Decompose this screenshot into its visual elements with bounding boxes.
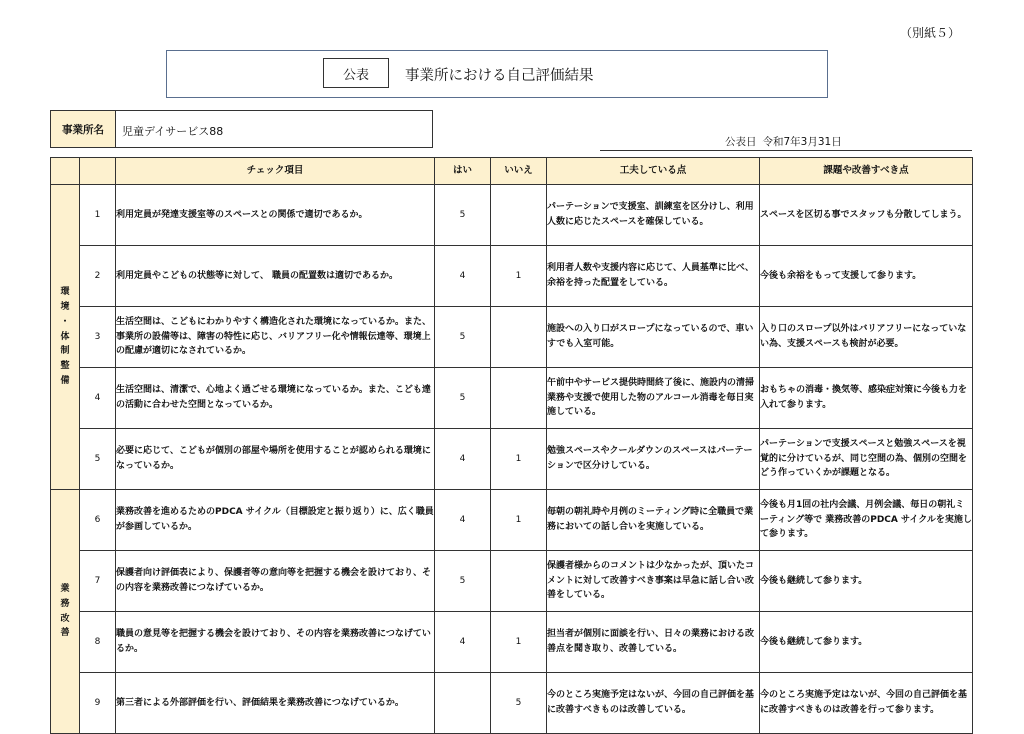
header-number: [80, 158, 116, 185]
no-count: [491, 307, 547, 368]
issue-text: 今後も継続して参ります。: [760, 551, 973, 612]
yes-count: 5: [435, 185, 491, 246]
no-count: [491, 185, 547, 246]
category-business-improvement: [51, 490, 80, 734]
no-count: 1: [491, 490, 547, 551]
header-issue: 課題や改善すべき点: [760, 158, 973, 185]
yes-count: 4: [435, 490, 491, 551]
yes-count: 5: [435, 551, 491, 612]
check-item: 必要に応じて、こどもが個別の部屋や場所を使用することが認められる環境になっているか。: [116, 429, 435, 490]
row-number: 6: [80, 490, 116, 551]
effort-text: 施設への入り口がスロープになっているので、車いすでも入室可能。: [547, 307, 760, 368]
header-no: いいえ: [491, 158, 547, 185]
issue-text: おもちゃの消毒・換気等、感染症対策に今後も力を入れて参ります。: [760, 368, 973, 429]
issue-text: 今のところ実施予定はないが、今回の自己評価を基に改善すべきものは改善を行って参ります。: [760, 673, 973, 734]
yes-count: 5: [435, 307, 491, 368]
yes-count: 4: [435, 246, 491, 307]
table-row: [51, 673, 973, 734]
check-item: 職員の意見等を把握する機会を設けており、その内容を業務改善につなげているか。: [116, 612, 435, 673]
category-char: 体: [60, 331, 70, 342]
check-item: 生活空間は、こどもにわかりやすく構造化された環境になっているか。また、事業所の設備等は、障害の特性に応じ、バリアフリー化や情報伝達等、環境上の配慮が適切になされているか。: [116, 307, 435, 368]
check-item: 利用定員やこどもの状態等に対して、 職員の配置数は適切であるか。: [116, 246, 435, 307]
table-row: [51, 429, 973, 490]
no-count: [491, 368, 547, 429]
no-count: 1: [491, 246, 547, 307]
page-title: 事業所における自己評価結果: [405, 68, 594, 84]
no-count: 1: [491, 612, 547, 673]
header-check-item: チェック項目: [116, 158, 435, 185]
publication-date: [725, 134, 848, 149]
category-char: 務: [60, 598, 70, 609]
office-name: 児童デイサービス88: [122, 125, 224, 138]
table-row: [51, 551, 973, 612]
issue-text: 今後も継続して参ります。: [760, 612, 973, 673]
no-count: 5: [491, 673, 547, 734]
table-row: [51, 307, 973, 368]
category-char: 整: [60, 361, 70, 372]
yes-count: 5: [435, 368, 491, 429]
effort-text: 勉強スペースやクールダウンのスペースはパーテーションで区分けしている。: [547, 429, 760, 490]
yes-count: 4: [435, 429, 491, 490]
issue-text: パーテーションで支援スペースと勉強スペースを視覚的に分けているが、同じ空間の為、個別の空間をどう作っていくかが課題となる。: [760, 429, 973, 490]
annex-label: （別紙５）: [899, 26, 960, 40]
category-char: 境: [60, 301, 70, 312]
category-environment: [51, 185, 80, 490]
effort-text: 毎朝の朝礼時や月例のミーティング時に全職員で業務においての話し合いを実施している。: [547, 490, 760, 551]
header-effort: 工夫している点: [547, 158, 760, 185]
table-row: [51, 368, 973, 429]
public-tag: 公表: [323, 58, 389, 88]
table-row: [51, 185, 973, 246]
header-category: [51, 158, 80, 185]
row-number: 2: [80, 246, 116, 307]
issue-text: 入り口のスロープ以外はバリアフリーになっていない為、支援スペースも検討が必要。: [760, 307, 973, 368]
effort-text: 利用者人数や支援内容に応じて、人員基準に比べ、余裕を持った配置をしている。: [547, 246, 760, 307]
category-char: 制: [60, 346, 70, 357]
effort-text: 担当者が個別に面談を行い、日々の業務における改善点を聞き取り、改善している。: [547, 612, 760, 673]
category-char: 備: [60, 376, 70, 387]
effort-text: パーテーションで支援室、訓練室を区分けし、利用人数に応じたスペースを確保している。: [547, 185, 760, 246]
publication-underline: [600, 150, 972, 151]
office-box: [50, 110, 433, 148]
yes-count: 4: [435, 612, 491, 673]
effort-text: 保護者様からのコメントは少なかったが、頂いたコメントに対して改善すべき事案は早急に話し合い改善をしている。: [547, 551, 760, 612]
category-char: 改: [60, 613, 70, 624]
effort-text: 今のところ実施予定はないが、今回の自己評価を基に改善すべきものは改善している。: [547, 673, 760, 734]
row-number: 8: [80, 612, 116, 673]
table-row: [51, 246, 973, 307]
table-header-row: [51, 158, 973, 185]
office-label: 事業所名: [51, 111, 116, 147]
table-row: [51, 612, 973, 673]
no-count: 1: [491, 429, 547, 490]
yes-count: [435, 673, 491, 734]
evaluation-table: [50, 157, 973, 734]
category-char: 環: [60, 287, 70, 298]
check-item: 業務改善を進めるためのPDCA サイクル（目標設定と振り返り）に、広く職員が参画しているか。: [116, 490, 435, 551]
row-number: 1: [80, 185, 116, 246]
title-box: [166, 50, 828, 98]
issue-text: 今後も余裕をもって支援して参ります。: [760, 246, 973, 307]
row-number: 3: [80, 307, 116, 368]
issue-text: 今後も月1回の社内会議、月例会議、毎日の朝礼ミーティング等で 業務改善のPDCA サイクルを実施して参ります。: [760, 490, 973, 551]
publication-label: 公表日: [725, 136, 757, 148]
publication-value: 令和7年3月31日: [762, 136, 842, 148]
row-number: 9: [80, 673, 116, 734]
check-item: 生活空間は、清潔で、心地よく過ごせる環境になっているか。また、こども達の活動に合わせた空間となっているか。: [116, 368, 435, 429]
row-number: 4: [80, 368, 116, 429]
effort-text: 午前中やサービス提供時間終了後に、施設内の清掃業務や支援で使用した物のアルコール消毒を毎日実施している。: [547, 368, 760, 429]
header-yes: はい: [435, 158, 491, 185]
category-char: 善: [60, 628, 70, 639]
check-item: 第三者による外部評価を行い、評価結果を業務改善につなげているか。: [116, 673, 435, 734]
row-number: 7: [80, 551, 116, 612]
category-char: ・: [60, 316, 70, 327]
row-number: 5: [80, 429, 116, 490]
table-row: [51, 490, 973, 551]
issue-text: スペースを区切る事でスタッフも分散してしまう。: [760, 185, 973, 246]
check-item: 保護者向け評価表により、保護者等の意向等を把握する機会を設けており、その内容を業務改善につなげているか。: [116, 551, 435, 612]
check-item: 利用定員が発達支援室等のスペースとの関係で適切であるか。: [116, 185, 435, 246]
no-count: [491, 551, 547, 612]
category-char: 業: [60, 583, 70, 594]
